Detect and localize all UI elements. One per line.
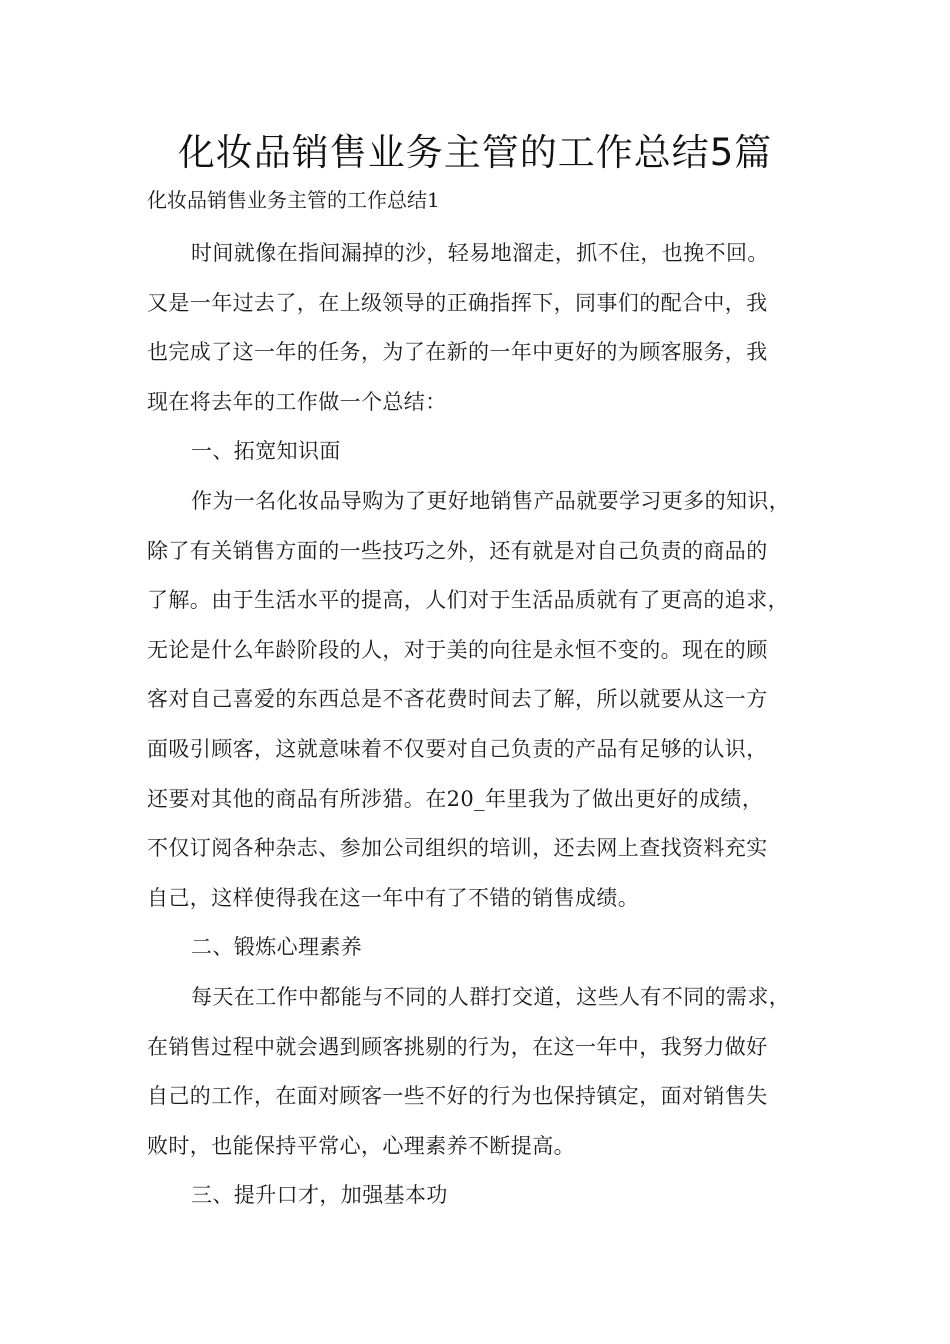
document-title: 化妆品销售业务主管的工作总结5篇 [177,131,773,174]
paragraph-line: 每天在工作中都能与不同的人群打交道，这些人有不同的需求， [191,984,791,1009]
section-heading: 二、锻炼心理素养 [191,935,363,960]
paragraph-line: 又是一年过去了，在上级领导的正确指挥下，同事们的配合中，我 [147,290,768,315]
paragraph-line: 无论是什么年龄阶段的人，对于美的向往是永恒不变的。现在的顾 [147,637,768,662]
paragraph-line: 自己，这样使得我在这一年中有了不错的销售成绩。 [147,885,640,910]
paragraph-line: 在销售过程中就会遇到顾客挑剔的行为，在这一年中，我努力做好 [147,1034,768,1059]
document-subtitle: 化妆品销售业务主管的工作总结1 [147,188,440,212]
paragraph-line: 不仅订阅各种杂志、参加公司组织的培训，还去网上查找资料充实 [147,836,768,861]
paragraph-line: 面吸引顾客，这就意味着不仅要对自己负责的产品有足够的认识， [147,736,768,761]
section-heading: 一、拓宽知识面 [191,439,341,464]
paragraph-line: 客对自己喜爱的东西总是不吝花费时间去了解，所以就要从这一方 [147,687,768,712]
paragraph-line: 时间就像在指间漏掉的沙，轻易地溜走，抓不住，也挽不回。 [191,241,769,265]
paragraph-line: 败时，也能保持平常心，心理素养不断提高。 [147,1133,575,1158]
paragraph-line: 了解。由于生活水平的提高，人们对于生活品质就有了更高的追求， [147,588,789,613]
section-paragraph [147,973,837,1171]
paragraph-line: 除了有关销售方面的一些技巧之外，还有就是对自己负责的商品的 [147,538,768,563]
paragraph-line: 自己的工作，在面对顾客一些不好的行为也保持镇定，面对销售失 [147,1084,768,1109]
paragraph-line: 现在将去年的工作做一个总结： [147,389,447,414]
paragraph-line: 还要对其他的商品有所涉猎。在20_年里我为了做出更好的成绩， [147,786,764,811]
document-body [147,229,837,1221]
paragraph-line: 也完成了这一年的任务，为了在新的一年中更好的为顾客服务，我 [147,340,768,365]
paragraph-line: 作为一名化妆品导购为了更好地销售产品就要学习更多的知识， [191,488,791,513]
section-paragraph [147,477,837,923]
section-heading: 三、提升口才，加强基本功 [191,1183,448,1208]
intro-paragraph [147,229,837,427]
